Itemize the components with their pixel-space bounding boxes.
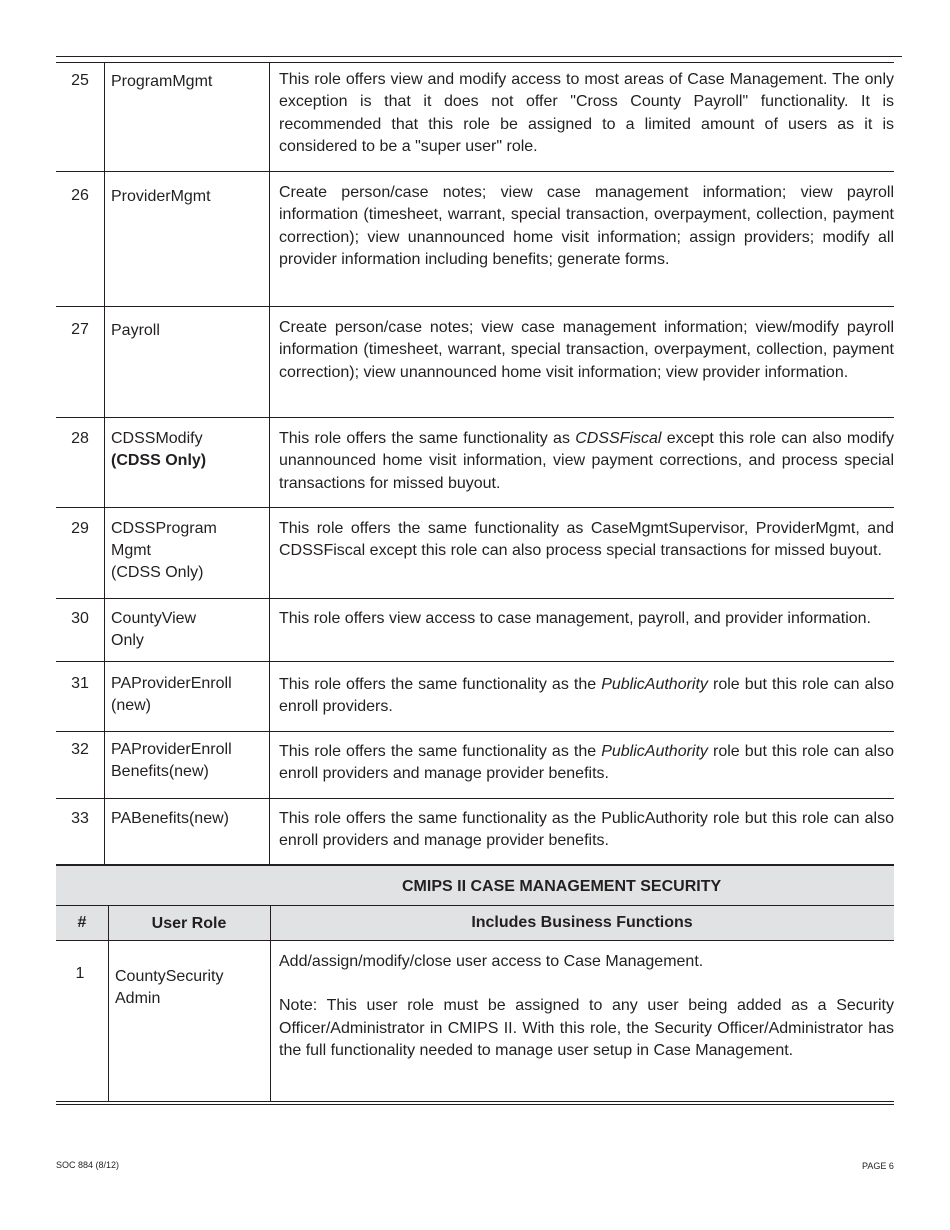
table-row-27 <box>56 307 894 418</box>
role-description: Add/assign/modify/close user access to Case Management. Note: This user role must be assigned to any user being added as a Security Officer/Administrator in CMIPS II. With this role, the Security Officer/Administrator has the full functionality needed to manage user setup in Case Management. <box>279 953 894 1060</box>
table-row-security-1 <box>56 941 894 1102</box>
user-role: ProgramMgmt <box>104 63 270 171</box>
role-description: Create person/case notes; view case management information; view/modify payroll information (timesheet, warrant, special transaction, overpayment, collection, payment correction); view unannounced home visit information; view provider information. <box>279 319 894 381</box>
role-description: This role offers the same functionality as the PublicAuthority role but this role can also enroll providers. <box>279 676 894 716</box>
table-row-25 <box>56 63 894 172</box>
section-title: CMIPS II CASE MANAGEMENT SECURITY <box>402 878 722 895</box>
section-header <box>56 866 894 906</box>
col-divider-2 <box>270 941 271 1102</box>
column-header-row <box>56 906 894 941</box>
row-number: 28 <box>71 430 89 447</box>
bottom-rule-1 <box>56 1101 894 1102</box>
role-description: This role offers view and modify access to most areas of Case Management. The only exception is that it does not offer "Cross County Payroll" functionality. It is recommended that this role be assigned to a limited amount of users as it is considered to be a "super user" role. <box>279 71 894 156</box>
table-row-32 <box>56 732 894 799</box>
role-description: This role offers the same functionality as CaseMgmtSupervisor, ProviderMgmt, and CDSSFiscal except this role can also process special transactions for missed buyout. <box>279 520 894 560</box>
col-divider-1 <box>108 941 109 1102</box>
bottom-rule-2 <box>56 1104 894 1105</box>
role-description: This role offers the same functionality as the PublicAuthority role but this role can also enroll providers and manage provider benefits. <box>279 743 894 783</box>
role-description: This role offers the same functionality as CDSSFiscal except this role can also modify unannounced home visit information, view payment corrections, and process special transactions for missed buyout. <box>279 430 894 492</box>
form-number: SOC 884 (8/12) <box>56 1160 120 1170</box>
user-role: PABenefits(new) <box>104 799 270 864</box>
table-row-33 <box>56 799 894 866</box>
table-row-26 <box>56 172 894 307</box>
user-role: Payroll <box>104 307 270 417</box>
user-role: CDSSProgram Mgmt (CDSS Only) <box>104 508 270 598</box>
col-header-business-functions: Includes Business Functions <box>471 914 693 931</box>
role-description: This role offers the same functionality as the PublicAuthority role but this role can also enroll providers and manage provider benefits. <box>279 810 894 850</box>
page-number: PAGE 6 <box>862 1161 894 1171</box>
row-number: 26 <box>71 187 89 204</box>
user-role: CDSSModify (CDSS Only) <box>104 418 270 507</box>
row-number: 29 <box>71 520 89 537</box>
row-number: 33 <box>71 810 89 827</box>
col-header-user-role: User Role <box>151 915 227 932</box>
table-row-31 <box>56 662 894 732</box>
user-role: PAProviderEnroll Benefits(new) <box>104 732 270 798</box>
user-role: PAProviderEnroll (new) <box>104 662 270 731</box>
row-number: 32 <box>71 741 89 758</box>
user-role: ProviderMgmt <box>104 172 270 306</box>
col-header-number: # <box>77 914 87 931</box>
user-role: CountyView Only <box>104 599 270 661</box>
top-rule-1 <box>56 56 902 57</box>
row-number: 25 <box>71 72 89 89</box>
row-number: 30 <box>71 610 89 627</box>
row-number: 1 <box>75 965 85 982</box>
user-role: CountySecurity Admin <box>115 968 224 1007</box>
row-number: 31 <box>71 675 89 692</box>
table-row-28 <box>56 418 894 508</box>
row-number: 27 <box>71 321 89 338</box>
role-description: Create person/case notes; view case management information; view payroll information (timesheet, warrant, special transaction, overpayment, collection, payment correction); view unannounced home visit information; assign providers; modify all provider information including benefits; generate forms. <box>279 184 894 269</box>
table-row-30 <box>56 599 894 662</box>
role-description: This role offers view access to case management, payroll, and provider information. <box>279 610 871 627</box>
table-row-29 <box>56 508 894 599</box>
